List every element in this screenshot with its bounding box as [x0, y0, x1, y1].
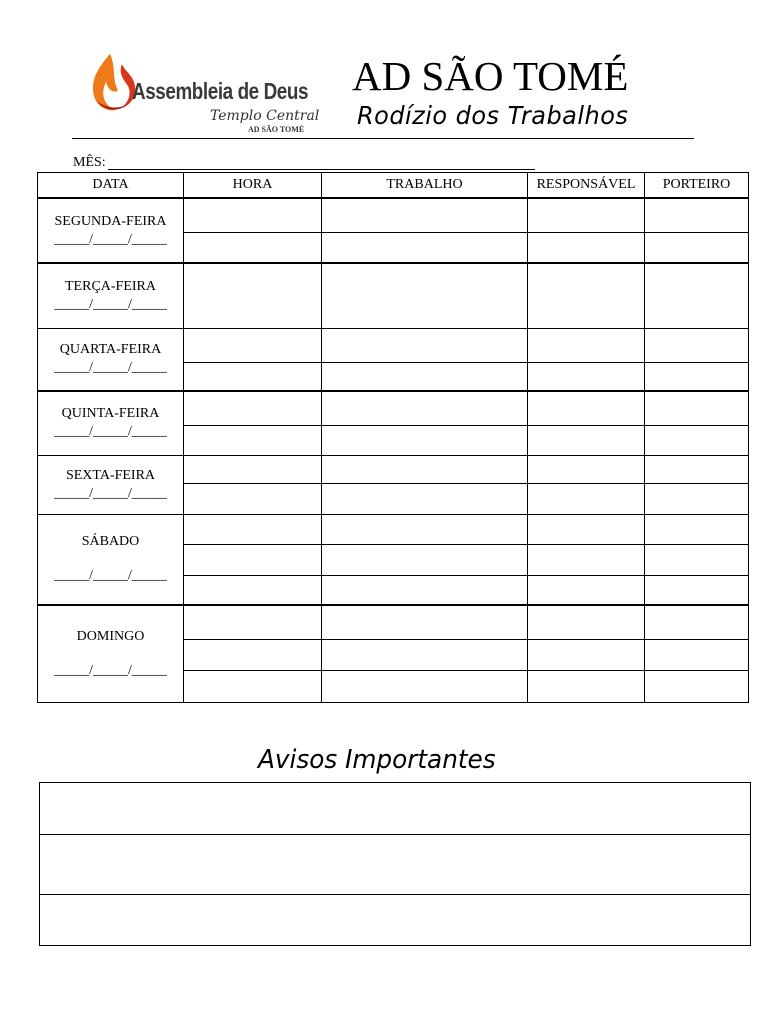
page-title: AD SÃO TOMÉ: [352, 53, 629, 99]
trabalho-cell[interactable]: [322, 514, 528, 544]
logo-text: Assembleia de Deus: [132, 78, 309, 104]
responsavel-cell[interactable]: [528, 425, 645, 455]
day-name: QUARTA-FEIRA: [59, 342, 162, 358]
hora-cell[interactable]: [184, 544, 322, 575]
aviso-cell[interactable]: [40, 835, 751, 895]
porteiro-cell[interactable]: [645, 391, 749, 425]
porteiro-cell[interactable]: [645, 328, 749, 362]
responsavel-cell[interactable]: [528, 198, 645, 232]
column-header-data: DATA: [38, 173, 184, 199]
month-label: MÊS:: [73, 155, 106, 170]
responsavel-cell[interactable]: [528, 362, 645, 391]
table-header-row: [38, 173, 749, 199]
porteiro-cell[interactable]: [645, 483, 749, 514]
logo-small-text: AD SÃO TOMÉ: [248, 125, 305, 134]
day-date: _____/_____/_____: [54, 485, 167, 501]
porteiro-cell[interactable]: [645, 232, 749, 263]
porteiro-cell[interactable]: [645, 362, 749, 391]
day-date: _____/_____/_____: [54, 424, 167, 440]
column-header-responsavel: RESPONSÁVEL: [528, 173, 645, 199]
porteiro-cell[interactable]: [645, 544, 749, 575]
header-divider: [72, 138, 694, 139]
hora-cell[interactable]: [184, 575, 322, 605]
trabalho-cell[interactable]: [322, 263, 528, 328]
trabalho-cell[interactable]: [322, 328, 528, 362]
avisos-table: [39, 782, 751, 946]
trabalho-cell[interactable]: [322, 483, 528, 514]
hora-cell[interactable]: [184, 605, 322, 639]
aviso-row: [40, 895, 751, 946]
responsavel-cell[interactable]: [528, 263, 645, 328]
aviso-row: [40, 835, 751, 895]
day-name: TERÇA-FEIRA: [65, 278, 156, 294]
porteiro-cell[interactable]: [645, 514, 749, 544]
responsavel-cell[interactable]: [528, 232, 645, 263]
trabalho-cell[interactable]: [322, 544, 528, 575]
trabalho-cell[interactable]: [322, 425, 528, 455]
column-header-hora: HORA: [184, 173, 322, 199]
responsavel-cell[interactable]: [528, 455, 645, 483]
day-date: _____/_____/_____: [54, 296, 167, 312]
trabalho-cell[interactable]: [322, 362, 528, 391]
aviso-cell[interactable]: [40, 783, 751, 835]
hora-cell[interactable]: [184, 514, 322, 544]
month-field-line[interactable]: [108, 169, 535, 170]
hora-cell[interactable]: [184, 198, 322, 232]
day-name: SEGUNDA-FEIRA: [54, 213, 167, 229]
hora-cell[interactable]: [184, 362, 322, 391]
table-row: [38, 514, 749, 544]
hora-cell[interactable]: [184, 232, 322, 263]
day-date: _____/_____/_____: [54, 568, 167, 584]
page-subtitle: Rodízio dos Trabalhos: [357, 101, 629, 130]
day-cell-quinta: [38, 391, 184, 455]
responsavel-cell[interactable]: [528, 544, 645, 575]
porteiro-cell[interactable]: [645, 605, 749, 639]
responsavel-cell[interactable]: [528, 639, 645, 670]
logo-subtext: Templo Central: [210, 108, 320, 124]
porteiro-cell[interactable]: [645, 670, 749, 702]
porteiro-cell[interactable]: [645, 639, 749, 670]
day-date: _____/_____/_____: [54, 662, 167, 678]
table-row: [38, 328, 749, 362]
porteiro-cell[interactable]: [645, 455, 749, 483]
aviso-row: [40, 783, 751, 835]
hora-cell[interactable]: [184, 455, 322, 483]
responsavel-cell[interactable]: [528, 575, 645, 605]
day-cell-sabado: [38, 514, 184, 605]
hora-cell[interactable]: [184, 391, 322, 425]
trabalho-cell[interactable]: [322, 232, 528, 263]
day-cell-segunda: [38, 198, 184, 263]
flame-logo-icon: [88, 50, 138, 120]
responsavel-cell[interactable]: [528, 483, 645, 514]
day-name: SÁBADO: [81, 534, 140, 550]
logo: [88, 50, 328, 140]
responsavel-cell[interactable]: [528, 514, 645, 544]
responsavel-cell[interactable]: [528, 328, 645, 362]
column-header-trabalho: TRABALHO: [322, 173, 528, 199]
trabalho-cell[interactable]: [322, 198, 528, 232]
porteiro-cell[interactable]: [645, 425, 749, 455]
day-cell-terca: [38, 263, 184, 328]
porteiro-cell[interactable]: [645, 198, 749, 232]
day-name: QUINTA-FEIRA: [61, 406, 160, 422]
hora-cell[interactable]: [184, 328, 322, 362]
porteiro-cell[interactable]: [645, 575, 749, 605]
trabalho-cell[interactable]: [322, 391, 528, 425]
trabalho-cell[interactable]: [322, 575, 528, 605]
day-cell-quarta: [38, 328, 184, 391]
schedule-table: [37, 172, 749, 703]
aviso-cell[interactable]: [40, 895, 751, 946]
trabalho-cell[interactable]: [322, 455, 528, 483]
trabalho-cell[interactable]: [322, 605, 528, 639]
day-cell-domingo: [38, 605, 184, 702]
table-row: [38, 455, 749, 483]
hora-cell[interactable]: [184, 263, 322, 328]
hora-cell[interactable]: [184, 425, 322, 455]
responsavel-cell[interactable]: [528, 670, 645, 702]
table-row: [38, 605, 749, 639]
hora-cell[interactable]: [184, 639, 322, 670]
day-name: SEXTA-FEIRA: [65, 467, 156, 483]
day-date: _____/_____/_____: [54, 231, 167, 247]
avisos-title: Avisos Importantes: [258, 745, 496, 775]
trabalho-cell[interactable]: [322, 670, 528, 702]
hora-cell[interactable]: [184, 483, 322, 514]
day-date: _____/_____/_____: [54, 360, 167, 376]
day-name: DOMINGO: [76, 628, 145, 644]
table-row: [38, 263, 749, 328]
column-header-porteiro: PORTEIRO: [645, 173, 749, 199]
hora-cell[interactable]: [184, 670, 322, 702]
responsavel-cell[interactable]: [528, 391, 645, 425]
trabalho-cell[interactable]: [322, 639, 528, 670]
porteiro-cell[interactable]: [645, 263, 749, 328]
table-row: [38, 198, 749, 232]
responsavel-cell[interactable]: [528, 605, 645, 639]
table-row: [38, 391, 749, 425]
day-cell-sexta: [38, 455, 184, 514]
